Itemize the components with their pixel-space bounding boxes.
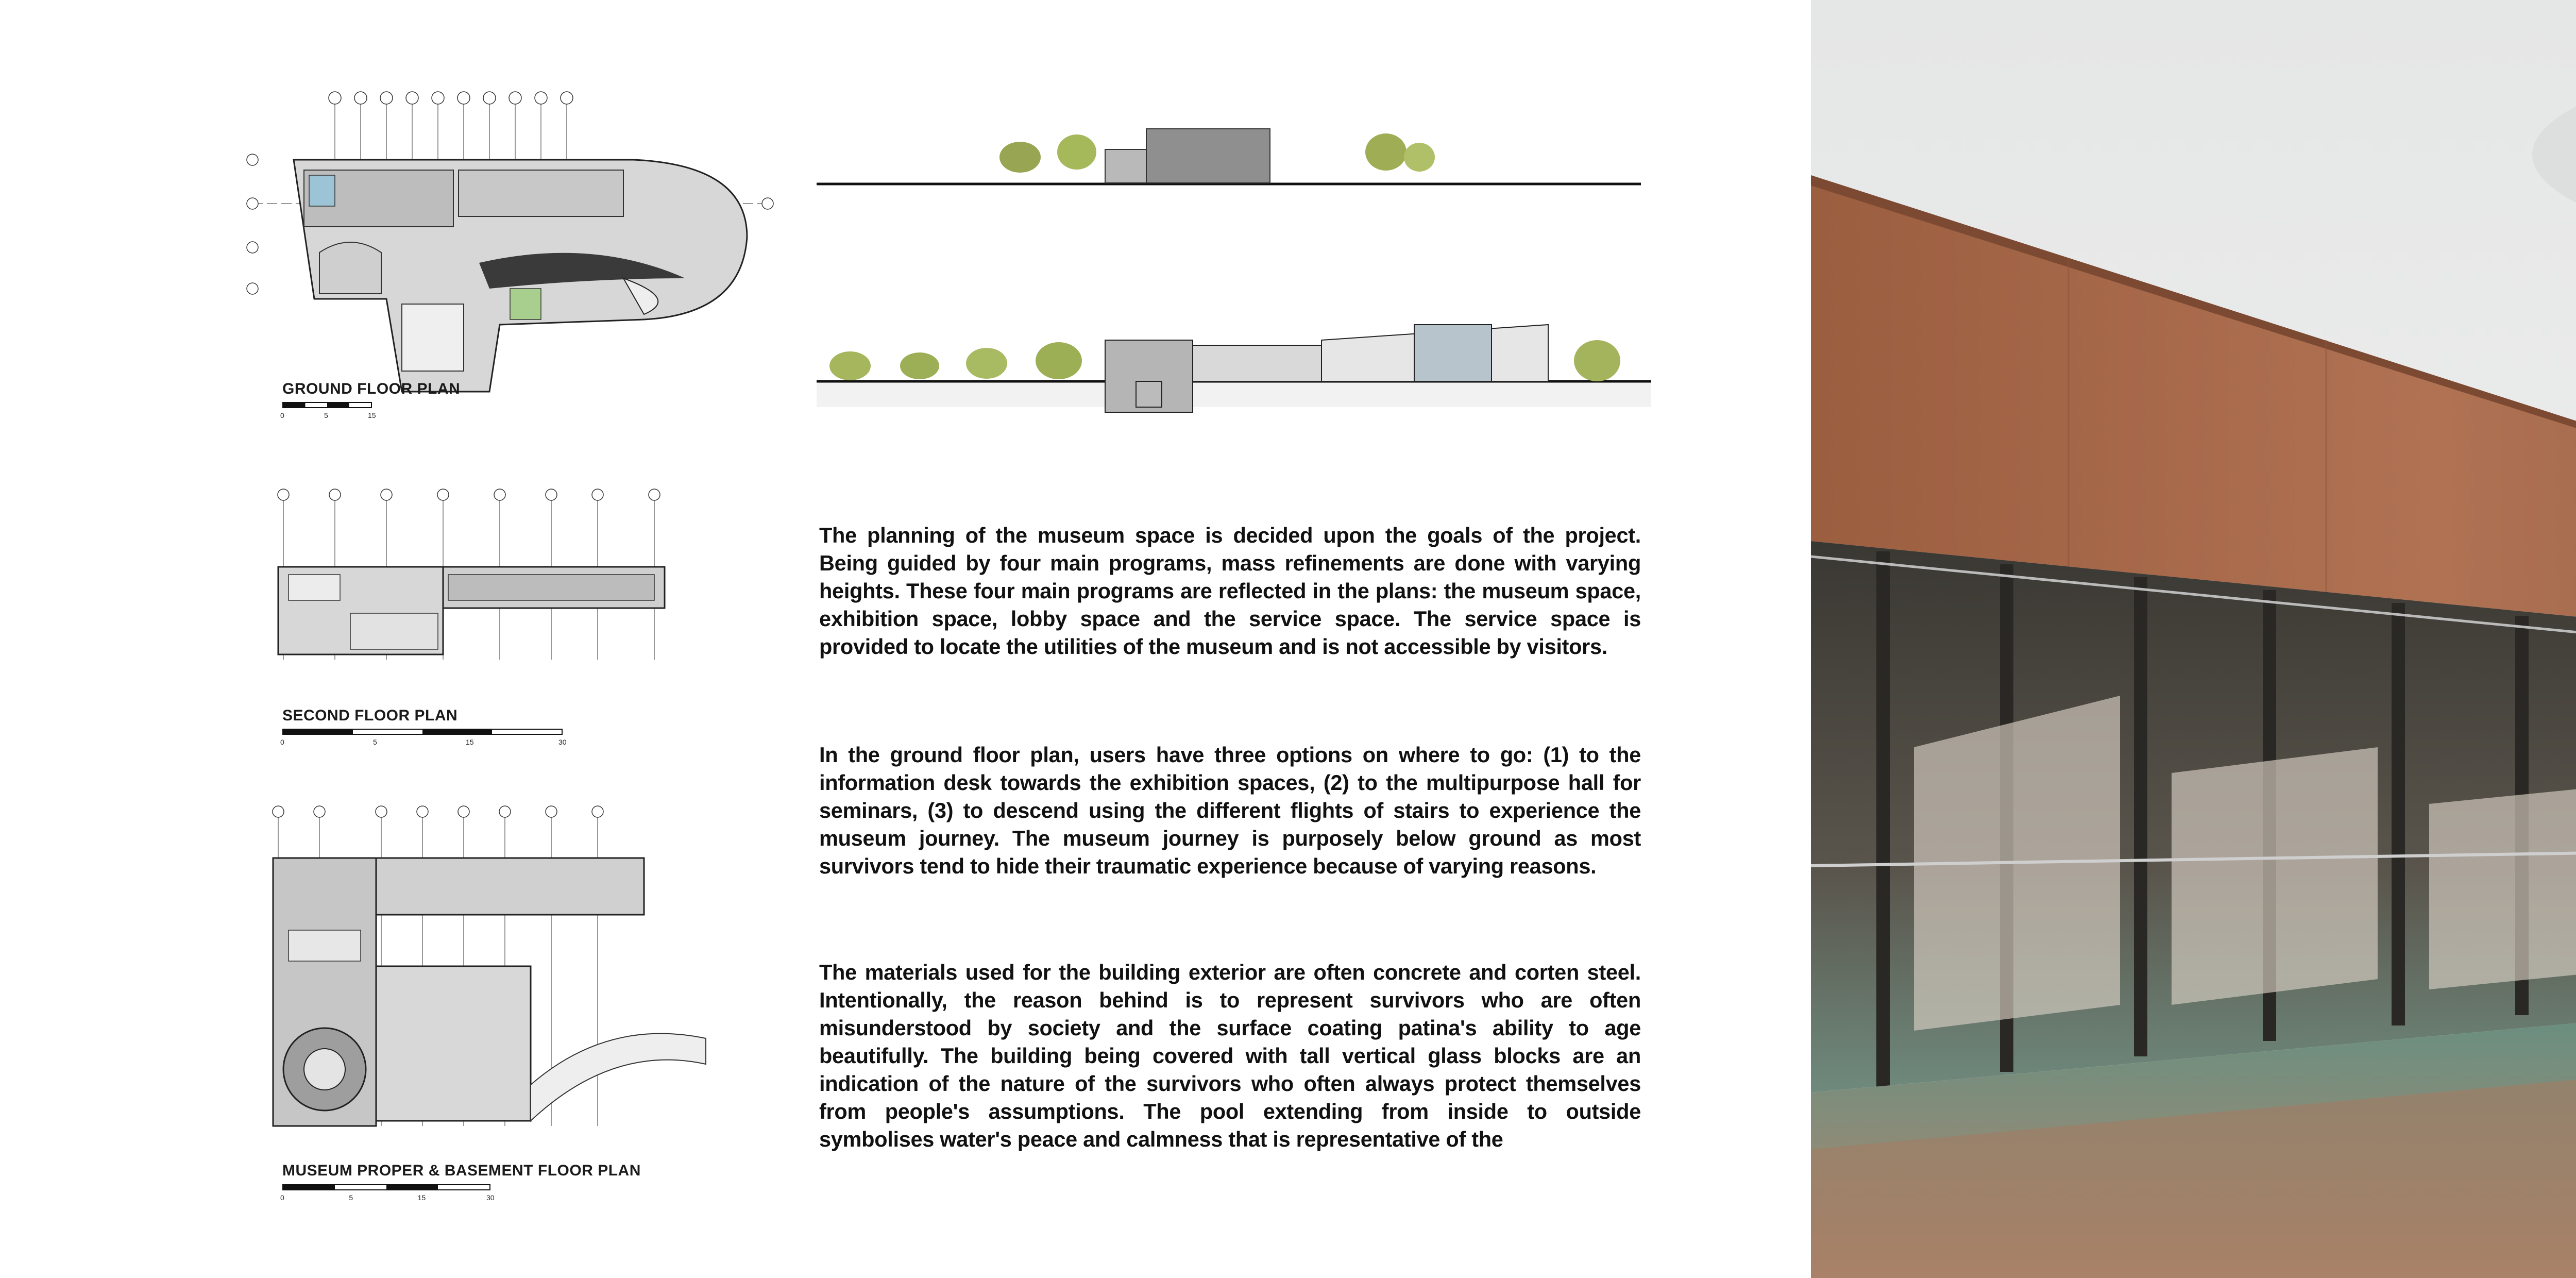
paragraph-3: The materials used for the building exterior are often concrete and corten steel. Intentionally, the reason behind is to represent survivors who are often misunderstood by society and the surface coating patina's ability to age beautifully. The building being covered with tall vertical glass blocks are an indication of the nature of the survivors who often always protect themselves from people's assumptions. The pool extending from inside to outside symbolises water's peace and calmness that is representative of the [819,960,1641,1151]
museum-basement-plan-drawing [170,796,737,1157]
second-floor-plan-drawing [216,479,732,696]
museum-scale-number: 15 [417,1193,426,1202]
longitudinal-section [817,289,1651,433]
second-floor-plan-title: SECOND FLOOR PLAN [282,707,458,724]
second-floor-scalebar [282,729,563,735]
ground-floor-plan-title: GROUND FLOOR PLAN [282,380,461,397]
museum-scale-number: 30 [486,1193,495,1202]
ground-floor-plan-drawing [232,82,809,397]
museum-basement-scalebar [282,1184,490,1190]
museum-exterior-render [1811,0,2576,1278]
ground-floor-scalebar [282,402,372,408]
paragraph-2: In the ground floor plan, users have three options on where to go: (1) to the information desk towards the exhibition spaces, (2) to the multipurpose hall for seminars, (3) to descend using the different flights of stairs to experience the museum journey. The museum journey is purposely below ground as most survivors tend to hide their traumatic experience because of varying reasons. [819,743,1641,878]
paragraph-1: The planning of the museum space is decided upon the goals of the project. Being guided by four main programs, mass refinements are done with varying heights. These four main programs are reflected in the plans: the museum space, exhibition space, lobby space and the service space. The service space is provided to locate the utilities of the museum and is not accessible by visitors. [819,523,1641,659]
museum-basement-plan-title: MUSEUM PROPER & BASEMENT FLOOR PLAN [282,1162,641,1179]
second-scale-number: 0 [280,738,284,746]
second-scale-number: 15 [466,738,474,746]
elevation-section-top [817,111,1641,193]
second-scale-number: 30 [558,738,567,746]
perspective-render [1811,0,2576,1278]
ground-scale-number: 15 [368,411,376,419]
second-scale-number: 5 [373,738,377,746]
ground-scale-number: 0 [280,411,284,419]
museum-scale-number: 0 [280,1193,284,1202]
ground-scale-number: 5 [324,411,328,419]
museum-scale-number: 5 [349,1193,353,1202]
